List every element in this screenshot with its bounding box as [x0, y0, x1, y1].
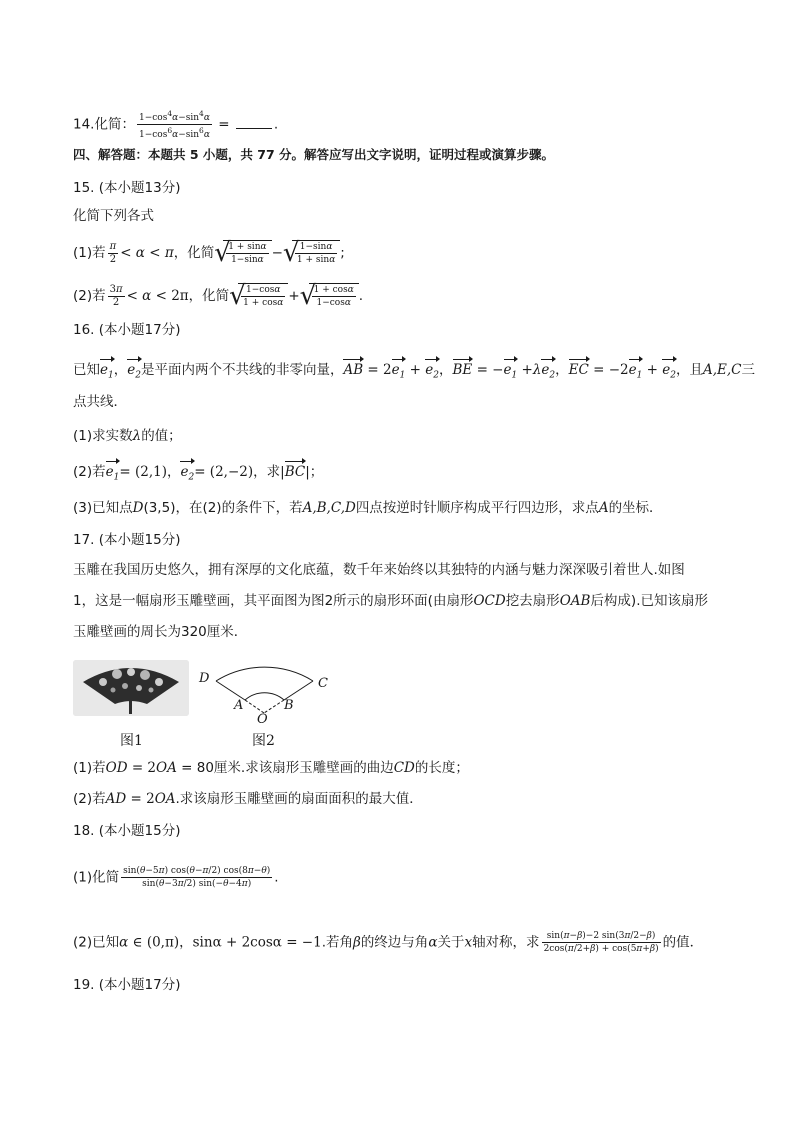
q16-line1: 已知$e_1$，$e_2$是平面内两个不共线的非零向量，AB = $2e_1 + e_2$，BE = $-e_1 +\lambda e_2$，EC = $-2e_1 + e_2$，且A,E,C三 [73, 360, 755, 386]
q17-line1: 玉雕在我国历史悠久，拥有深厚的文化底蕴，数千年来始终以其独特的内涵与魅力深深吸引着世人.如图 [73, 562, 685, 578]
q15-part1: (1)若 $\frac{\pi}{2}$ < α < π，化简 √ $\frac{1 + \sin\alpha}{1-\sin\alpha}$ − √ $\frac{1-\sin\alpha}{1 + \sin\alpha}$ ; [73, 238, 345, 268]
point-label-o: O [257, 712, 268, 726]
point-label-b: B [284, 698, 294, 713]
q17-heading: 17. (本小题15分) [73, 532, 181, 548]
point-label-d: D [199, 671, 210, 686]
q18-fraction-2: $\frac{\sin(\pi-\beta)-2 \sin(3\pi/2-\beta)}{2\cos(\pi/2+\beta) + \cos(5\pi+\beta)}$ [543, 931, 659, 954]
figure-1-caption: 图1 [120, 733, 143, 749]
q17-part2: (2)若AD = 2OA.求该扇形玉雕壁画的扇面面积的最大值． [73, 791, 423, 807]
q14-lead: 化简： [94, 116, 135, 133]
q18-part2: (2)已知α ∈ (0,π)，sinα + 2cosα = −1.若角β的终边与角α关于x轴对称，求 $\frac{\sin(\pi-\beta)-2 \sin(3\pi/2-\beta)}{2\cos(\pi/2+\beta) + \cos(5\pi+\beta)}$ 的值． [73, 931, 704, 954]
q18-heading: 18. (本小题15分) [73, 823, 181, 839]
q16-line2: 点共线． [73, 394, 127, 410]
q16-heading: 16. (本小题17分) [73, 322, 181, 338]
q14-number: 14. [73, 116, 95, 133]
point-label-a: A [234, 698, 244, 713]
q16-part2: (2)若$e_1= (2,1)$，$e_2= (2,-2)$，求|BC|； [73, 462, 323, 488]
answer-blank [236, 116, 272, 129]
q14-fraction: $\frac{1-\cos^4\alpha-\sin^4\alpha}{1-\cos^6\alpha-\sin^6\alpha}$ [138, 109, 210, 140]
q15-part2: (2)若 $\frac{3\pi}{2}$ < α < 2π，化简 √ $\frac{1-\cos\alpha}{1 + \cos\alpha}$ + √ $\frac{1 + \cos\alpha}{1-\cos\alpha}$ . [73, 281, 364, 311]
q18-part1: (1)化简 $\frac{\sin(\theta-5\pi) \cos(\theta-\pi/2) \cos(8\pi-\theta)}{\sin(\theta-3\pi/2) \sin(-\theta-4\pi)}$ . [73, 866, 279, 889]
point-label-c: C [318, 676, 328, 691]
figure-1-fan-carving-image [73, 660, 189, 716]
question-14: 14.化简： $\frac{1-\cos^4\alpha-\sin^4\alpha}{1-\cos^6\alpha-\sin^6\alpha}$ = . [73, 109, 279, 140]
q19-heading: 19. (本小题17分) [73, 977, 181, 993]
figure-2-caption: 图2 [252, 733, 275, 749]
q15-intro: 化简下列各式 [73, 208, 154, 224]
q16-part3: (3)已知点D(3,5)，在(2)的条件下，若A,B,C,D四点按逆时针顺序构成平行四边形，求点A的坐标． [73, 500, 663, 516]
q17-line2: 1，这是一幅扇形玉雕壁画，其平面图为图2所示的扇形环面(由扇形OCD挖去扇形OAB后构成).已知该扇形 [73, 593, 708, 609]
section-heading: 四、解答题：本题共 5 小题，共 77 分。解答应写出文字说明，证明过程或演算步骤。 [73, 147, 555, 162]
q17-line3: 玉雕壁画的周长为320厘米． [73, 624, 248, 640]
figure-2-sector-diagram [195, 648, 335, 726]
q15-heading: 15. (本小题13分) [73, 180, 181, 196]
q17-part1: (1)若OD = 2OA = 80厘米.求该扇形玉雕壁画的曲边CD的长度； [73, 760, 469, 776]
q18-fraction-1: $\frac{\sin(\theta-5\pi) \cos(\theta-\pi/2) \cos(8\pi-\theta)}{\sin(\theta-3\pi/2) \sin(-\theta-4\pi)}$ [123, 866, 271, 889]
q16-part1: (1)求实数λ的值； [73, 428, 182, 444]
